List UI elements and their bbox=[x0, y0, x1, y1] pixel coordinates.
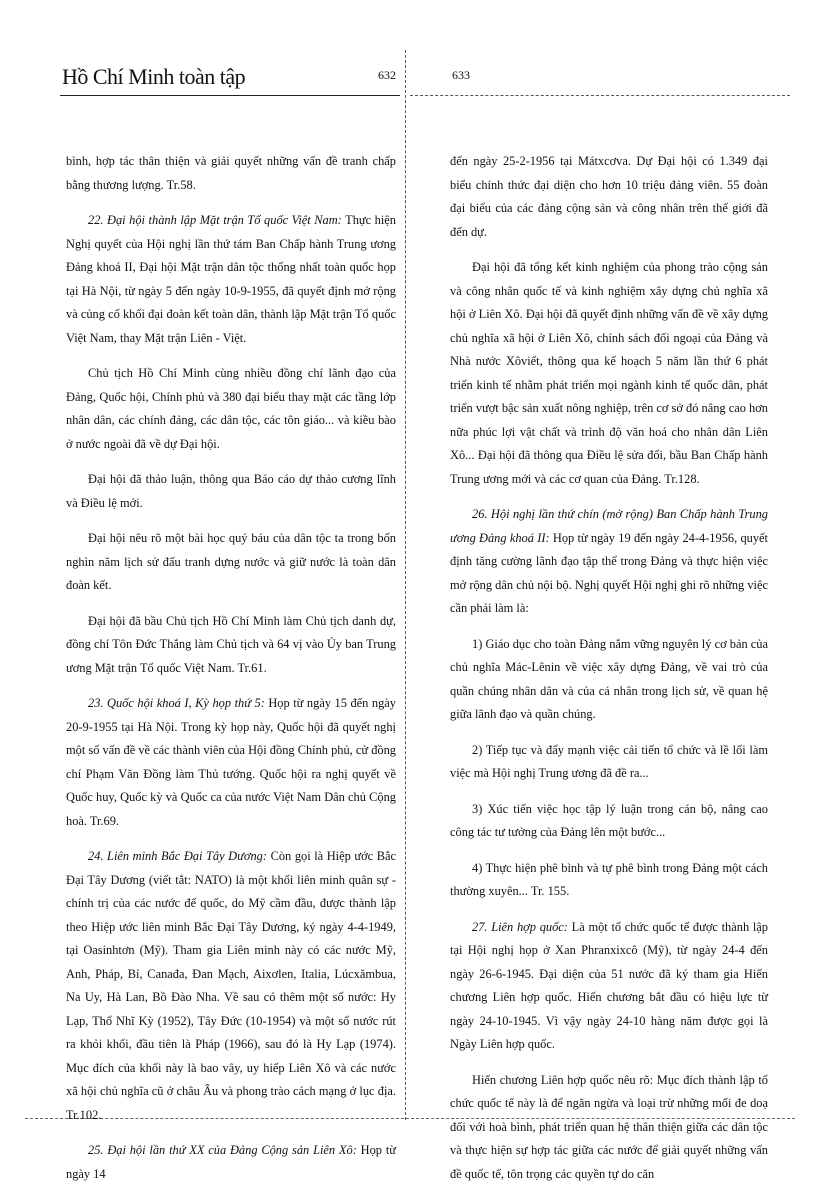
paragraph-text: Đại hội nêu rõ một bài học quý báu của dân tộc ta trong bốn nghìn năm lịch sử đấu tranh dựng nước và giữ nước là toàn dân đoàn kết. bbox=[66, 531, 396, 592]
paragraph bbox=[450, 256, 768, 491]
paragraph bbox=[450, 857, 768, 904]
paragraph-text: Còn gọi là Hiệp ước Bắc Đại Tây Dương (viết tắt: NATO) là một khối liên minh quân sự - chính trị của các nước đế quốc, do Mỹ cầm đầu, được thành lập theo Hiệp ước liên minh Bắc Đại Tây Dương, ký ngày 4-4-1949, tại Oasinhtơn (Mỹ). Tham gia Liên minh này có các nước Mỹ, Anh, Pháp, Bỉ, Canađa, Đan Mạch, Aixơlen, Italia, Lúcxămbua, Na Uy, Hà Lan, Bồ Đào Nha. Về sau có thêm một số nước: Hy Lạp, Thổ Nhĩ Kỳ (1952), Tây Đức (10-1954) và một số nước rút ra khỏi khối, đầu tiên là Pháp (1966), sau đó là Hy Lạp (1974). Mục đích của khối này là bao vây, uy hiếp Liên Xô và các nước xã hội chủ nghĩa cũ ở châu Âu và phong trào cách mạng ở lục địa. Tr.102. bbox=[66, 849, 397, 1122]
paragraph bbox=[450, 1069, 768, 1187]
paragraph-text: Họp từ ngày 15 đến ngày 20-9-1955 tại Hà Nội. Trong kỳ họp này, Quốc hội đã quyết nghị một số vấn đề về các thành viên của Hội đồng Chính phủ, cử đồng chí Phạm Văn Đồng làm Thủ tướng. Quốc hội ra nghị quyết về Quốc huy, Quốc kỳ và Quốc ca của nước Việt Nam Dân chủ Cộng hoà. Tr.69. bbox=[66, 696, 396, 828]
paragraph-text: Thực hiện Nghị quyết của Hội nghị lần thứ tám Ban Chấp hành Trung ương Đảng khoá II, Đại hội Mặt trận dân tộc thống nhất toàn quốc họp tại Hà Nội, từ ngày 5 đến ngày 10-9-1955, đã quyết định mở rộng và củng cố khối đại đoàn kết toàn dân, thành lập Mặt trận Tổ quốc Việt Nam, thay Mặt trận Liên - Việt. bbox=[66, 213, 396, 345]
right-page-column bbox=[450, 150, 768, 1198]
paragraph-text: Đại hội đã tổng kết kinh nghiệm của phong trào cộng sản và công nhân quốc tế và kinh nghiệm xây dựng chủ nghĩa xã hội ở Liên Xô. Đại hội đã quyết định những vấn đề về xây dựng chủ nghĩa xã hội ở Liên Xô, chính sách đối ngoại của Đảng và Nhà nước Xôviết, thông qua kế hoạch 5 năm lần thứ 6 phát triển kinh tế nhằm phát triển mọi ngành kinh tế quốc dân, phát triển vượt bậc sản xuất nông nghiệp, trên cơ sở đó nâng cao hơn nữa phúc lợi vật chất và trình độ văn hoá cho nhân dân Liên Xô... Đại hội đã thông qua Điều lệ sửa đổi, bầu Ban Chấp hành Trung ương mới và các cơ quan của Đảng. Tr.128. bbox=[450, 260, 768, 486]
paragraph-text: Đại hội đã thảo luận, thông qua Báo cáo dự thảo cương lĩnh và Điều lệ mới. bbox=[66, 472, 396, 510]
note-heading: 22. Đại hội thành lập Mặt trận Tổ quốc Việt Nam: bbox=[88, 213, 342, 227]
paragraph bbox=[450, 503, 768, 621]
header-rule-right bbox=[410, 95, 790, 96]
paragraph-text: Chủ tịch Hồ Chí Minh cùng nhiều đồng chí lãnh đạo của Đảng, Quốc hội, Chính phủ và 380 đại biểu thay mặt các tầng lớp nhân dân, các chính đảng, các dân tộc, các tôn giáo... và kiều bào ở nước ngoài đã về dự Đại hội. bbox=[66, 366, 396, 451]
paragraph-text: đến ngày 25-2-1956 tại Mátxcơva. Dự Đại hội có 1.349 đại biểu chính thức đại diện cho hơn 10 triệu đảng viên. 55 đoàn đại biểu của các đảng cộng sản và công nhân trên thế giới đã đến dự. bbox=[450, 154, 768, 239]
paragraph bbox=[66, 1139, 396, 1186]
paragraph bbox=[66, 692, 396, 833]
paragraph-text: 2) Tiếp tục và đẩy mạnh việc cải tiến tổ chức và lề lối làm việc mà Hội nghị Trung ương đã đề ra... bbox=[450, 742, 768, 780]
paragraph-text: Đại hội đã bầu Chủ tịch Hồ Chí Minh làm Chủ tịch danh dự, đồng chí Tôn Đức Thắng làm Chủ tịch và 64 vị vào Ủy ban Trung ương Mặt trận Tổ quốc Việt Nam. Tr.61. bbox=[66, 613, 396, 675]
paragraph-text: 1) Giáo dục cho toàn Đảng nắm vững nguyên lý cơ bản của chủ nghĩa Mác-Lênin về việc xây dựng Đảng, về vai trò của quần chúng nhân dân và của cá nhân trong lịch sử, về quan hệ giữa lãnh đạo và quần chúng. bbox=[450, 636, 768, 721]
running-header-title: Hồ Chí Minh toàn tập bbox=[62, 64, 246, 89]
note-heading: 26. Hội nghị lần thứ chín (mở rộng) Ban Chấp hành Trung ương Đảng khoá II: bbox=[450, 507, 768, 545]
page-number-left: 632 bbox=[378, 68, 396, 82]
paragraph bbox=[450, 150, 768, 244]
paragraph bbox=[66, 209, 396, 350]
note-heading: 27. Liên hợp quốc: bbox=[472, 919, 568, 934]
paragraph bbox=[450, 633, 768, 727]
note-heading: 23. Quốc hội khoá I, Kỳ họp thứ 5: bbox=[88, 696, 265, 710]
page-number-right: 633 bbox=[452, 68, 470, 82]
paragraph-text: Hiến chương Liên hợp quốc nêu rõ: Mục đích thành lập tổ chức quốc tế này là để ngăn ngừa và loại trừ những mối đe doạ đối với hoà bình, phát triển quan hệ thân thiện giữa các dân tộc và thực hiện sự hợp tác giữa các nước để giải quyết những vấn đề quốc tế, tôn trọng các quyền tự do căn bbox=[450, 1072, 768, 1181]
left-page-column bbox=[66, 150, 396, 1198]
paragraph bbox=[66, 610, 396, 681]
paragraph bbox=[66, 468, 396, 515]
paragraph bbox=[66, 527, 396, 598]
page-gutter-divider bbox=[405, 50, 406, 1120]
note-heading: 25. Đại hội lần thứ XX của Đảng Cộng sản Liên Xô: bbox=[88, 1143, 357, 1157]
paragraph-text: 4) Thực hiện phê bình và tự phê bình trong Đảng một cách thường xuyên... Tr. 155. bbox=[450, 860, 768, 898]
paragraph-text: bình, hợp tác thân thiện và giải quyết những vấn đề tranh chấp bằng thương lượng. Tr.58. bbox=[66, 154, 396, 192]
paragraph-text: Họp từ ngày 14 bbox=[66, 1143, 396, 1181]
note-heading: 24. Liên minh Bắc Đại Tây Dương: bbox=[88, 849, 268, 863]
paragraph-text: Họp từ ngày 19 đến ngày 24-4-1956, quyết định tăng cường lãnh đạo tập thể trong Đảng và thực hiện việc mở rộng dân chủ nội bộ. Nghị quyết Hội nghị ghi rõ những việc cần phải làm là: bbox=[450, 530, 768, 615]
paragraph bbox=[450, 798, 768, 845]
paragraph bbox=[66, 362, 396, 456]
paragraph-text: 3) Xúc tiến việc học tập lý luận trong cán bộ, nâng cao công tác tư tưởng của Đảng lên một bước... bbox=[450, 801, 768, 839]
paragraph-text: Là một tổ chức quốc tế được thành lập tại Hội nghị họp ở Xan Phranxixcô (Mỹ), từ ngày 24-4 đến ngày 26-6-1945. Đại diện của 51 nước đã ký tham gia Hiến chương Liên hợp quốc. Hiến chương bắt đầu có hiệu lực từ ngày 24-10-1945. Vì vậy ngày 24-10 hàng năm được gọi là Ngày Liên hợp quốc. bbox=[450, 919, 768, 1051]
header-rule bbox=[60, 95, 400, 96]
paragraph bbox=[66, 845, 396, 1127]
paragraph bbox=[450, 916, 768, 1057]
paragraph bbox=[66, 150, 396, 197]
paragraph bbox=[450, 739, 768, 786]
